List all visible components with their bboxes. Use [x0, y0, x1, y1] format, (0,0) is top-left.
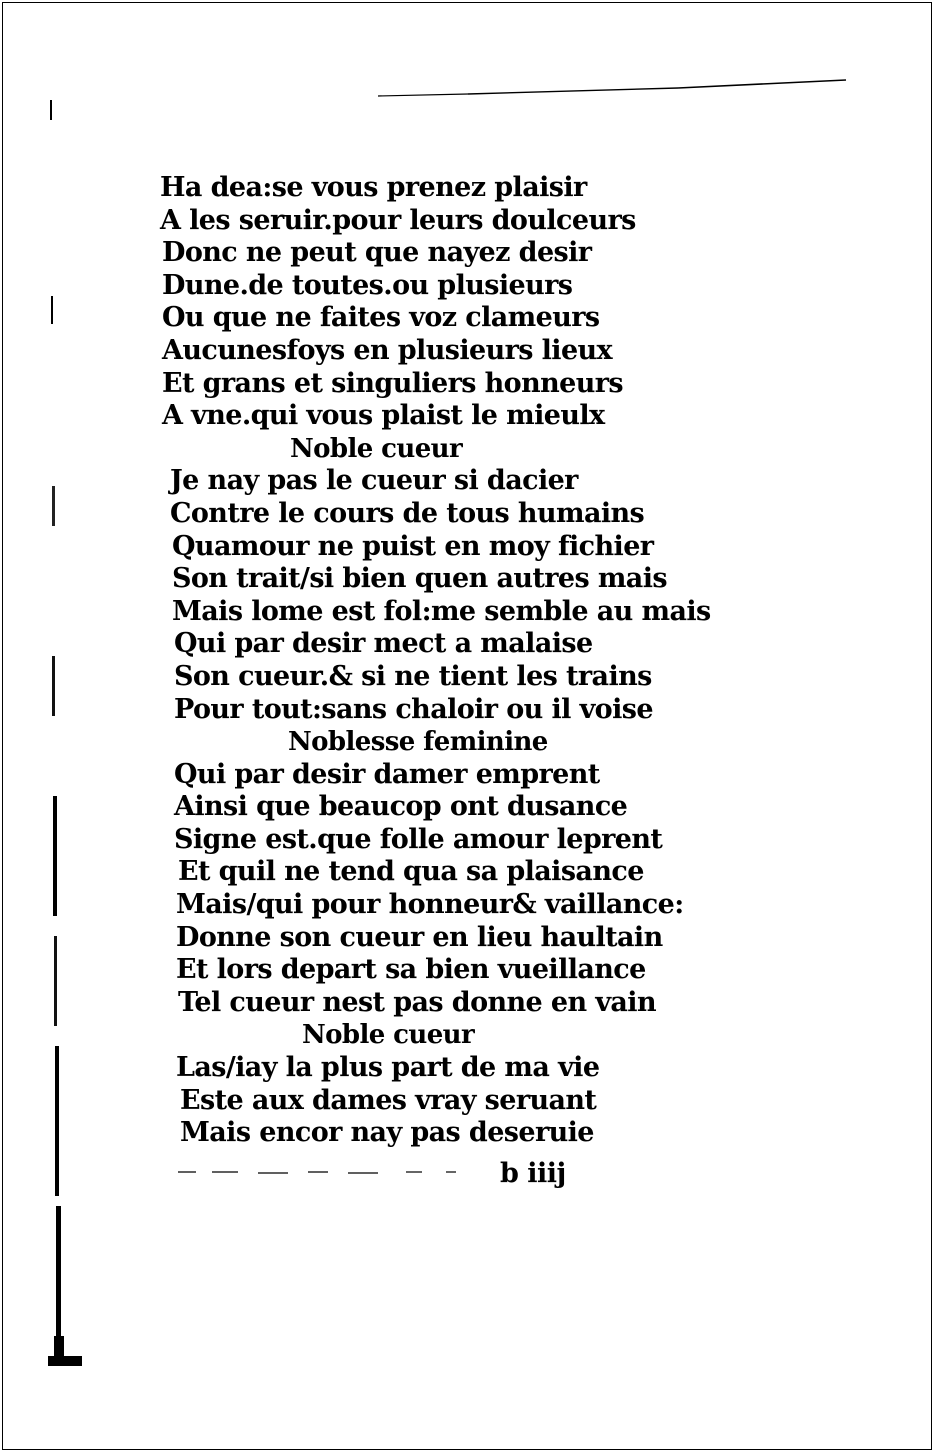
- text-line: Signe est.que folle amour leprent: [174, 823, 663, 855]
- text-line: Mais/qui pour honneur& vaillance:: [176, 889, 684, 921]
- speaker-heading: Noblesse feminine: [288, 727, 548, 758]
- text-line: Ainsi que beaucop ont dusance: [174, 791, 628, 823]
- text-line: Pour tout:sans chaloir ou il voise: [174, 693, 653, 725]
- top-rule: [378, 78, 848, 100]
- binding-gutter: [40, 96, 84, 1376]
- text-line: Et grans et singuliers honneurs: [162, 367, 623, 399]
- signature-mark: b iiij: [500, 1158, 566, 1189]
- text-line: Dune.de toutes.ou plusieurs: [162, 269, 573, 301]
- text-line: Qui par desir damer emprent: [174, 758, 600, 790]
- speaker-heading: Noble cueur: [290, 433, 463, 464]
- text-line: Qui par desir mect a malaise: [174, 628, 593, 660]
- text-line: Este aux dames vray seruant: [180, 1084, 597, 1116]
- text-line: Son trait/si bien quen autres mais: [172, 563, 667, 595]
- text-line: Ha dea:se vous prenez plaisir: [160, 172, 587, 203]
- text-line: Ou que ne faites voz clameurs: [162, 302, 600, 334]
- text-line: Donne son cueur en lieu haultain: [176, 921, 663, 953]
- text-line: A les seruir.pour leurs doulceurs: [160, 204, 636, 236]
- text-line: Son cueur.& si ne tient les trains: [174, 660, 652, 692]
- text-line: Aucunesfoys en plusieurs lieux: [162, 334, 613, 366]
- text-line: A vne.qui vous plaist le mieulx: [162, 400, 605, 432]
- text-line: Las/iay la plus part de ma vie: [176, 1052, 600, 1084]
- text-line: Donc ne peut que nayez desir: [162, 237, 592, 269]
- speaker-heading: Noble cueur: [302, 1020, 475, 1051]
- text-line: Tel cueur nest pas donne en vain: [178, 986, 656, 1018]
- text-line: Et lors depart sa bien vueillance: [176, 954, 646, 986]
- text-line: Contre le cours de tous humains: [170, 497, 645, 529]
- verse-text: [158, 172, 711, 1150]
- text-line: Mais lome est fol:me semble au mais: [172, 595, 711, 627]
- text-line: Je nay pas le cueur si dacier: [170, 465, 578, 497]
- text-line: Mais encor nay pas deseruie: [180, 1117, 594, 1149]
- bottom-dashes: [178, 1166, 478, 1178]
- text-line: Quamour ne puist en moy fichier: [172, 530, 654, 562]
- text-line: Et quil ne tend qua sa plaisance: [178, 856, 644, 888]
